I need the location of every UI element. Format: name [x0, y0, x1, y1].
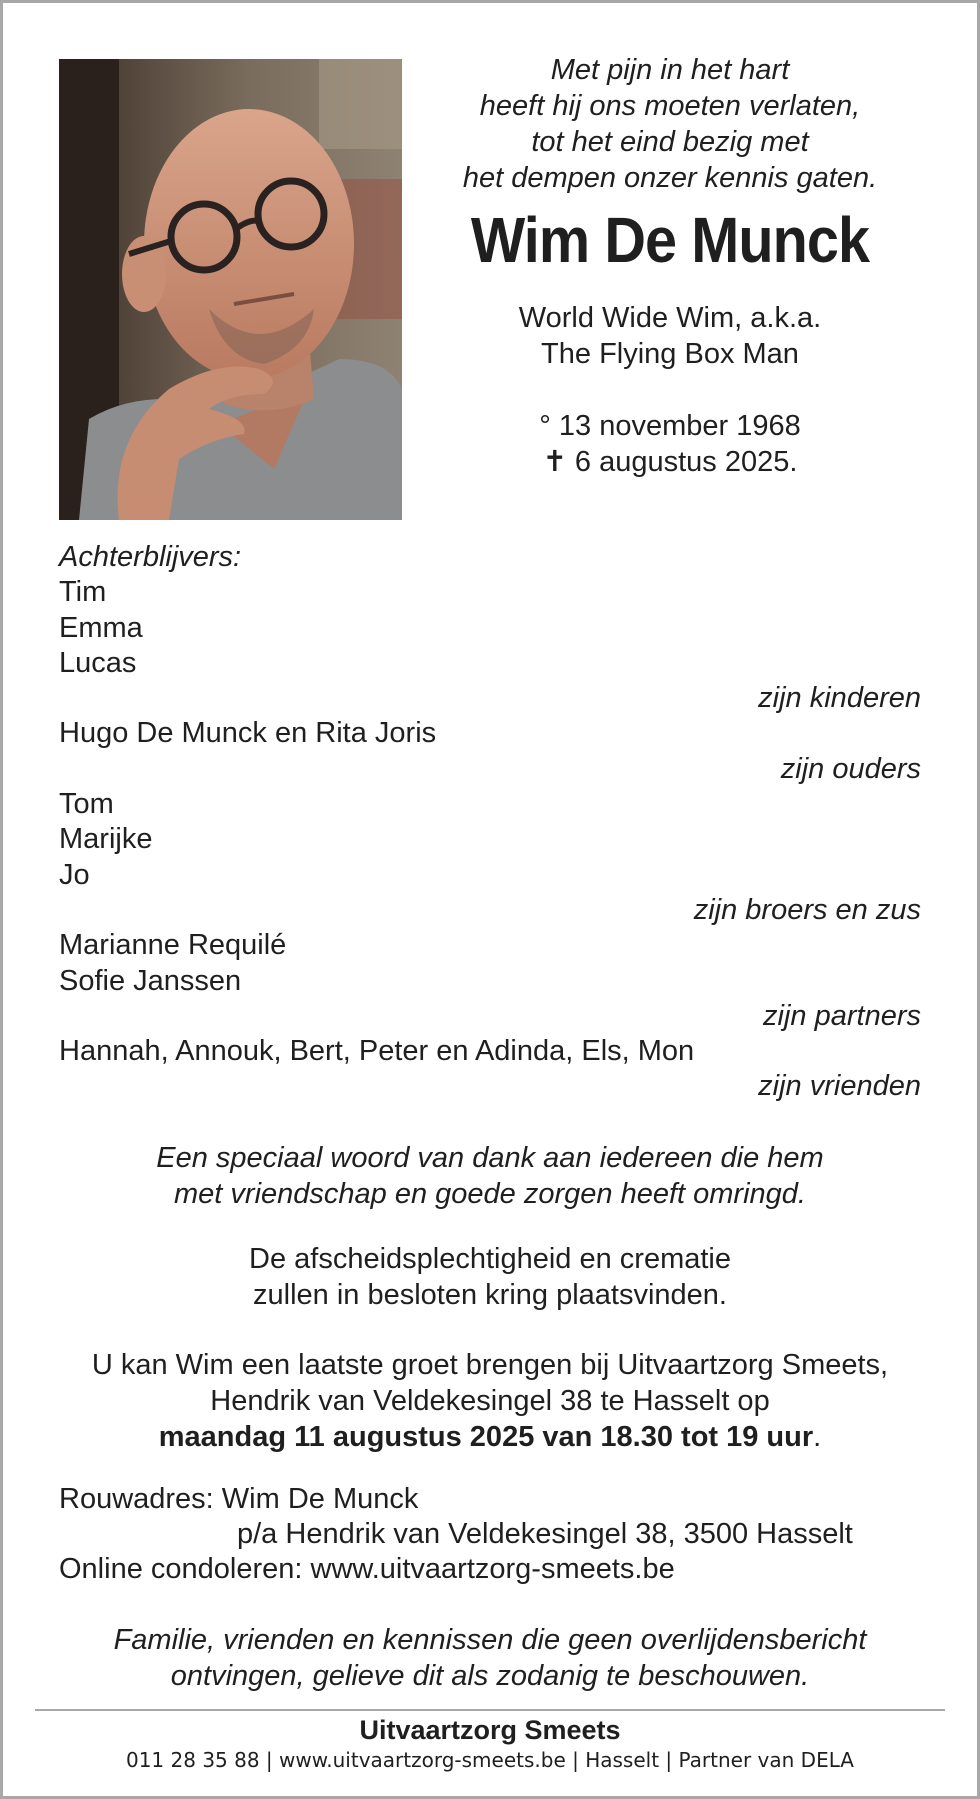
thanks-message	[40, 1140, 940, 1212]
life-dates	[430, 408, 910, 480]
viewing-line-end: .	[813, 1421, 822, 1453]
survivor-name: Sofie Janssen	[59, 964, 242, 997]
survivor-name: Hannah, Annouk, Bert, Peter en Adinda, Els, Mon	[59, 1035, 695, 1068]
survivor-name: Marianne Requilé	[59, 929, 287, 962]
portrait-illustration	[59, 59, 402, 520]
relation-label: zijn partners	[763, 999, 921, 1032]
funeral-home-contact: 011 28 35 88 | www.uitvaartzorg-smeets.be | Hasselt | Partner van DELA	[125, 1748, 854, 1772]
mourning-address	[59, 1482, 939, 1587]
survivor-name: Tom	[59, 788, 114, 821]
notice-line: ontvingen, gelieve dit als zodanig te beschouwen.	[170, 1660, 810, 1692]
nickname-line: The Flying Box Man	[541, 338, 799, 370]
notice-line: Familie, vrienden en kennissen die geen overlijdensbericht	[113, 1624, 867, 1656]
poem	[430, 52, 910, 196]
poem-line: heeft hij ons moeten verlaten,	[479, 90, 861, 122]
header-block	[430, 52, 910, 480]
relation-label: zijn ouders	[780, 752, 921, 785]
ceremony-line: De afscheidsplechtigheid en crematie	[249, 1243, 731, 1275]
footer-divider	[35, 1709, 945, 1711]
survivors-list	[59, 540, 921, 1105]
address-line: Rouwadres: Wim De Munck	[59, 1483, 419, 1515]
survivor-name: Jo	[59, 858, 90, 891]
relation-label: zijn broers en zus	[693, 893, 921, 926]
poem-line: het dempen onzer kennis gaten.	[462, 162, 878, 194]
poem-line: Met pijn in het hart	[550, 54, 790, 86]
survivor-name: Lucas	[59, 646, 137, 679]
survivor-name: Hugo De Munck en Rita Joris	[59, 717, 437, 750]
viewing-datetime: maandag 11 augustus 2025 van 18.30 tot 19 uur	[158, 1421, 814, 1453]
address-line: p/a Hendrik van Veldekesingel 38, 3500 Hasselt	[237, 1518, 853, 1550]
poem-line: tot het eind bezig met	[531, 126, 809, 158]
portrait-photo	[59, 59, 402, 520]
survivor-name: Marijke	[59, 823, 153, 856]
death-date: ✝ 6 augustus 2025.	[542, 446, 798, 478]
viewing-line: Hendrik van Veldekesingel 38 te Hasselt op	[210, 1385, 770, 1417]
viewing-line	[40, 1419, 940, 1455]
thanks-line: Een speciaal woord van dank aan iedereen die hem	[156, 1142, 824, 1174]
funeral-home-name: Uitvaartzorg Smeets	[359, 1715, 621, 1745]
thanks-line: met vriendschap en goede zorgen heeft omringd.	[174, 1178, 806, 1210]
survivor-name: Emma	[59, 611, 143, 644]
viewing-message	[40, 1347, 940, 1455]
birth-date: ° 13 november 1968	[539, 410, 801, 442]
survivor-name: Tim	[59, 576, 107, 609]
nickname	[430, 300, 910, 372]
relation-label: zijn vrienden	[758, 1070, 921, 1103]
ceremony-message	[40, 1241, 940, 1313]
viewing-line: U kan Wim een laatste groet brengen bij Uitvaartzorg Smeets,	[91, 1349, 889, 1381]
ceremony-line: zullen in besloten kring plaatsvinden.	[253, 1279, 727, 1311]
nickname-line: World Wide Wim, a.k.a.	[518, 302, 822, 334]
relation-label: zijn kinderen	[758, 682, 921, 715]
deceased-name: Wim De Munck	[470, 204, 870, 276]
condolence-line: Online condoleren: www.uitvaartzorg-smeets.be	[59, 1553, 675, 1585]
closing-notice	[40, 1622, 940, 1694]
survivors-heading: Achterblijvers:	[59, 541, 242, 573]
